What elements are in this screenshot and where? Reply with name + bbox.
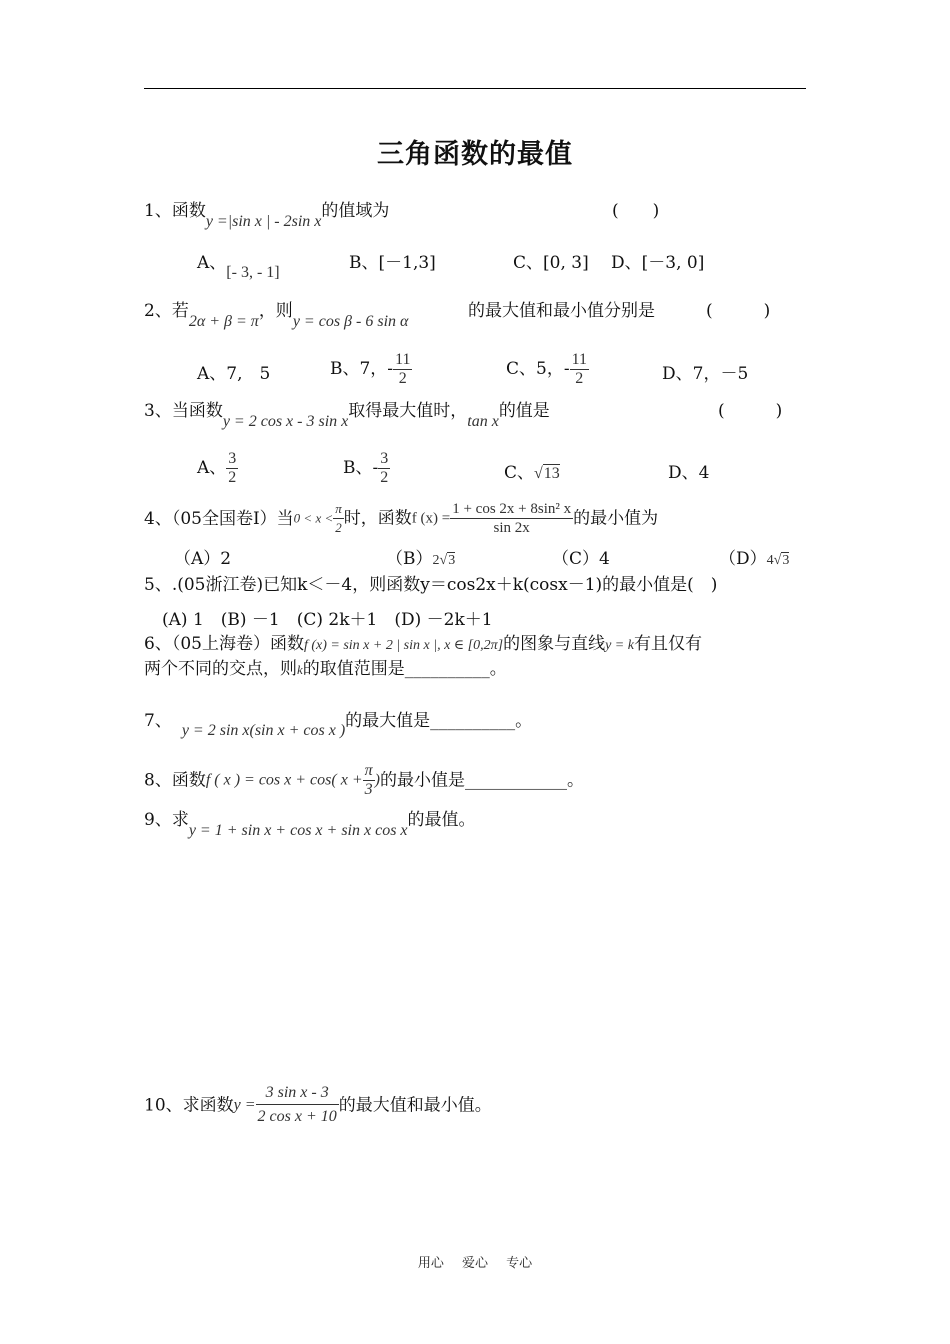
- q2-answer-paren: ( ): [706, 301, 771, 321]
- q3-option-c: C、√13: [504, 463, 560, 483]
- q6-line-2: 两个不同的交点，则k的取值范围是__________。: [144, 659, 507, 679]
- q2-option-b: B、7，- $\frac{11}{2}$: [330, 351, 411, 387]
- q4-fraction: $\frac{\text{1 + cos 2x + 8sin² x}}{\sin 2x}$: [452, 501, 572, 536]
- page-footer: 用心 爱心 专心: [417, 1256, 533, 1271]
- q2-option-c: C、5，- $\frac{11}{2}$: [506, 351, 587, 387]
- q1-formula: y =|sin x | - 2sin x: [205, 213, 322, 230]
- sqrt-sign-icon: √: [773, 553, 782, 568]
- q4-option-d: （D）4√3: [719, 549, 790, 569]
- question-8: 8、函数f ( x ) = cos x + cos( x + $\frac{\pi}{3}$ )的最小值是____________。: [144, 762, 584, 798]
- q9-formula: y = 1 + sin x + cos x + sin x cos x: [188, 822, 408, 839]
- sqrt-sign-icon: √: [534, 465, 543, 482]
- q1-option-a-value: [- 3, - 1]: [226, 264, 280, 281]
- question-4: 4、（05全国卷Ⅰ）当0 < x < $\frac{\pi}{2}$ 时，函数f (x) = $\frac{\text{1 + cos 2x + 8sin² x}}{\sin 2x}$ 的最小值为: [144, 501, 659, 536]
- q1-option-d: D、[－3, 0]: [611, 253, 705, 273]
- q2-option-a: A、7, 5: [197, 364, 271, 384]
- q1-option-a: A、[- 3, - 1]: [197, 253, 280, 281]
- question-1: [144, 200, 390, 230]
- q2-option-d: D、7，－5: [662, 364, 749, 384]
- question-10: 10、求函数y = $\frac{\text{3 sin x - 3}}{\text{2 cos x + 10}}$ 的最大值和最小值。: [144, 1082, 492, 1129]
- question-3: 3、当函数y = 2 cos x - 3 sin x取得最大值时，tan x的值是: [144, 401, 550, 430]
- q2-formula: y = cos β - 6 sin α: [292, 313, 409, 330]
- q3-option-b: B、- $\frac{3}{2}$: [343, 450, 389, 486]
- q10-fraction: $\frac{\text{3 sin x - 3}}{\text{2 cos x + 10}}$: [257, 1084, 337, 1125]
- q2-tail: 的最大值和最小值分别是: [468, 301, 655, 321]
- q5-options: (A) 1 (B) －1 (C) 2k＋1 (D) －2k＋1: [162, 610, 493, 630]
- q4-option-b: （B）2√3: [386, 549, 456, 569]
- question-7: 7、 y = 2 sin x(sin x + cos x )的最大值是__________。: [144, 711, 533, 739]
- q1-tail: 的值域为: [321, 201, 390, 221]
- page-title: 三角函数的最值: [377, 139, 573, 170]
- question-6: 6、（05上海卷）函数f (x) = sin x + 2 | sin x |, x ∈ [0,2π]的图象与直线y = k有且仅有: [144, 634, 702, 654]
- q1-answer-paren: ( ): [612, 201, 660, 221]
- question-9: 9、求y = 1 + sin x + cos x + sin x cos x的最值。: [144, 810, 476, 839]
- q1-option-c: C、[0, 3]: [513, 253, 589, 273]
- q2-condition: 2α + β = π: [188, 313, 259, 330]
- header-rule: [144, 88, 806, 89]
- q3-tan: tan x: [467, 413, 499, 430]
- question-5: 5、.(05浙江卷)已知k＜－4，则函数y＝cos2x＋k(cosx－1)的最小值是( ): [144, 575, 718, 595]
- q7-formula: y = 2 sin x(sin x + cos x ): [181, 722, 346, 739]
- sqrt-sign-icon: √: [439, 553, 448, 568]
- question-2: 2、若2α + β = π，则y = cos β - 6 sin α: [144, 301, 409, 330]
- q4-option-a: （A）2: [174, 549, 232, 569]
- q1-stem: 1、函数: [144, 201, 206, 221]
- q3-option-a: A、 $\frac{3}{2}$: [197, 450, 237, 486]
- q4-option-c: （C）4: [552, 549, 610, 569]
- q3-formula: y = 2 cos x - 3 sin x: [222, 413, 349, 430]
- q3-answer-paren: ( ): [718, 401, 783, 421]
- q1-option-b: B、[－1,3]: [349, 253, 436, 273]
- q3-option-d: D、4: [668, 463, 710, 483]
- q6-formula: f (x) = sin x + 2 | sin x |, x ∈ [0,2π]: [303, 638, 504, 653]
